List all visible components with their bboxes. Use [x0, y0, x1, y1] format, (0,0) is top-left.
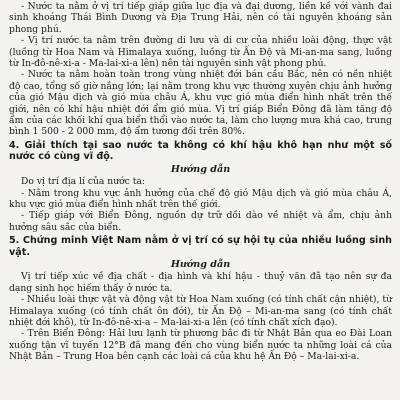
guide-heading-q4: Hướng dẫn [170, 163, 231, 175]
paragraph-q5-sea-current: - Trên Biển Đông: Hải lưu lạnh từ phương bắc đi từ Nhật Bản qua eo Đài Loan xuống tận vĩ tuyến 12°B đã mang đến cho vùng biển nước ta những loài cá của Nhật Bản – Trung Hoa bên cạnh các loài cá của khu hệ Ấn Độ – Ma-lai-xi-a. [9, 328, 392, 363]
paragraph-climate: - Nước ta nằm hoàn toàn trong vùng nhiệt đới bán cầu Bắc, nên có nền nhiệt độ cao, tổng số giờ nắng lớn; lại nằm trong khu vực thường xuyên chịu ảnh hưởng của gió Mậu dịch và gió mùa châu Á, khu vực gió mùa điển hình nhất trên thế giới, nên có khí hậu nhiệt đới ẩm gió mùa. Vị trí giáp Biển Đông đã làm tăng độ ẩm của các khối khí qua biển thổi vào nước ta, làm cho lượng mưa khá cao, trung bình 1 500 - 2 000 mm, độ ẩm tương đối trên 80%. [9, 69, 392, 138]
paragraph-mineral-resources: - Nước ta nằm ở vị trí tiếp giáp giữa lục địa và đại dương, liền kề với vành đai sinh khoáng Thái Bình Dương và Địa Trung Hải, nên có tài nguyên khoáng sản phong phú. [9, 1, 392, 35]
question-4-heading: 4. Giải thích tại sao nước ta không có khí hậu khô hạn như một số nước có cùng vĩ độ. [9, 139, 392, 163]
guide-heading-q5: Hướng dẫn [170, 258, 231, 270]
paragraph-q4-intro: Do vị trí địa lí của nước ta: [21, 176, 145, 188]
paragraph-q4-monsoon: - Nằm trong khu vực ảnh hưởng của chế độ gió Mậu dịch và gió mùa châu Á, khu vực gió mùa điển hình nhất trên thế giới. [9, 187, 392, 210]
paragraph-q4-sea: - Tiếp giáp với Biển Đông, nguồn dự trữ dồi dào về nhiệt và ẩm, chịu ảnh hưởng sâu sắc của biển. [9, 210, 392, 233]
paragraph-q5-species: - Nhiều loài thực vật và động vật từ Hoa Nam xuống (có tính chất cận nhiệt), từ Himalaya xuống (có tính chất ôn đới), từ Ấn Độ – Mi-an-ma sang (có tính chất nhiệt đới khô), từ In-đô-nê-xi-a – Ma-lai-xi-a lên (có tính chất xích đạo). [9, 294, 392, 328]
question-5-heading: 5. Chứng minh Việt Nam nằm ở vị trí có sự hội tụ của nhiều luồng sinh vật. [9, 235, 392, 258]
paragraph-biological-resources: - Vị trí nước ta nằm trên đường di lưu và di cư của nhiều loài động, thực vật (luồng từ Hoa Nam và Himalaya xuống, luồng từ Ấn Độ và Mi-an-ma sang, luồng từ In-đô-nê-xi-a - Ma-lai-xi-a lên) nên tài nguyên sinh vật phong phú. [9, 35, 392, 70]
paragraph-q5-intro: Vị trí tiếp xúc về địa chất - địa hình và khí hậu - thuỷ văn đã tạo nên sự đa dạng sinh học hiếm thấy ở nước ta. [9, 271, 392, 294]
